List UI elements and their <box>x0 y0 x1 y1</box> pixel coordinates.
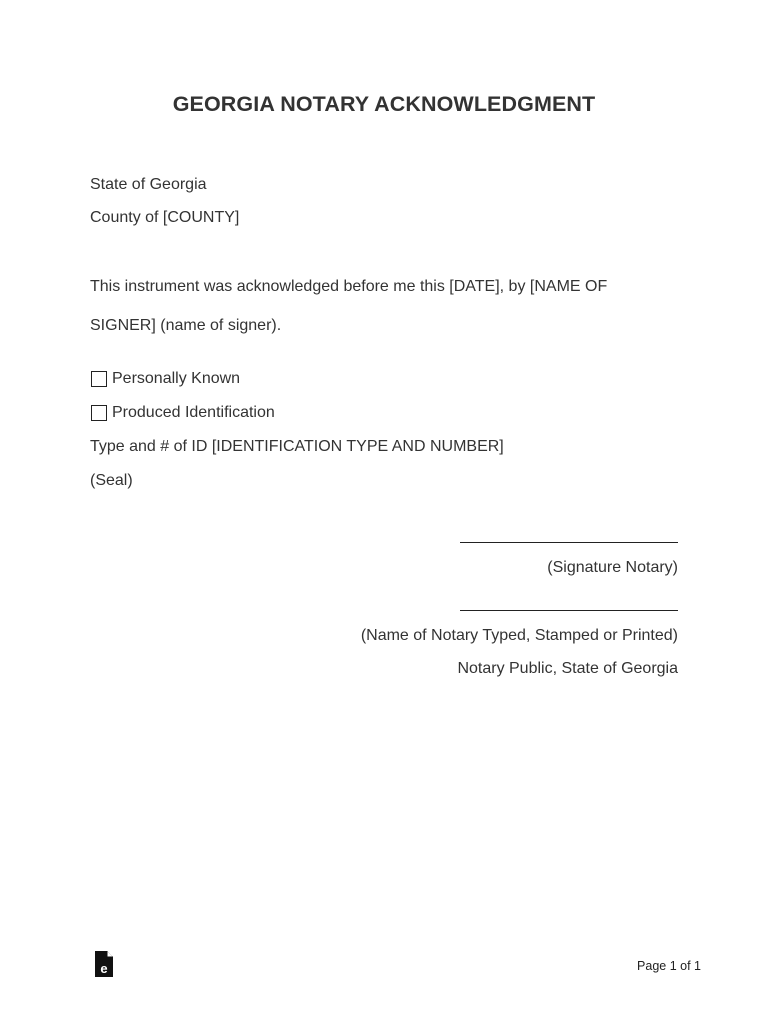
notary-public-line: Notary Public, State of Georgia <box>457 660 678 677</box>
eforms-logo-icon <box>94 950 114 978</box>
id-type-line: Type and # of ID [IDENTIFICATION TYPE AND NUMBER] <box>90 438 504 455</box>
county-line: County of [COUNTY] <box>90 209 240 226</box>
signature-caption: (Signature Notary) <box>547 559 678 576</box>
produced-identification-checkbox[interactable] <box>91 405 107 421</box>
personally-known-label: Personally Known <box>112 370 241 387</box>
page-title: GEORGIA NOTARY ACKNOWLEDGMENT <box>172 92 596 116</box>
state-line: State of Georgia <box>90 176 207 193</box>
personally-known-checkbox[interactable] <box>91 371 107 387</box>
personally-known-option[interactable] <box>91 370 240 388</box>
page-number: Page 1 of 1 <box>637 959 701 973</box>
produced-identification-option[interactable] <box>91 404 275 422</box>
notary-signature-line <box>460 542 678 543</box>
svg-text:e: e <box>100 961 108 976</box>
notary-name-caption: (Name of Notary Typed, Stamped or Printed) <box>360 627 678 644</box>
notary-name-line <box>460 610 678 611</box>
acknowledgment-text-line-2: SIGNER] (name of signer). <box>90 317 282 334</box>
acknowledgment-text-line-1: This instrument was acknowledged before me this [DATE], by [NAME OF <box>90 278 608 295</box>
produced-identification-label: Produced Identification <box>112 404 275 421</box>
seal-label: (Seal) <box>90 472 133 489</box>
